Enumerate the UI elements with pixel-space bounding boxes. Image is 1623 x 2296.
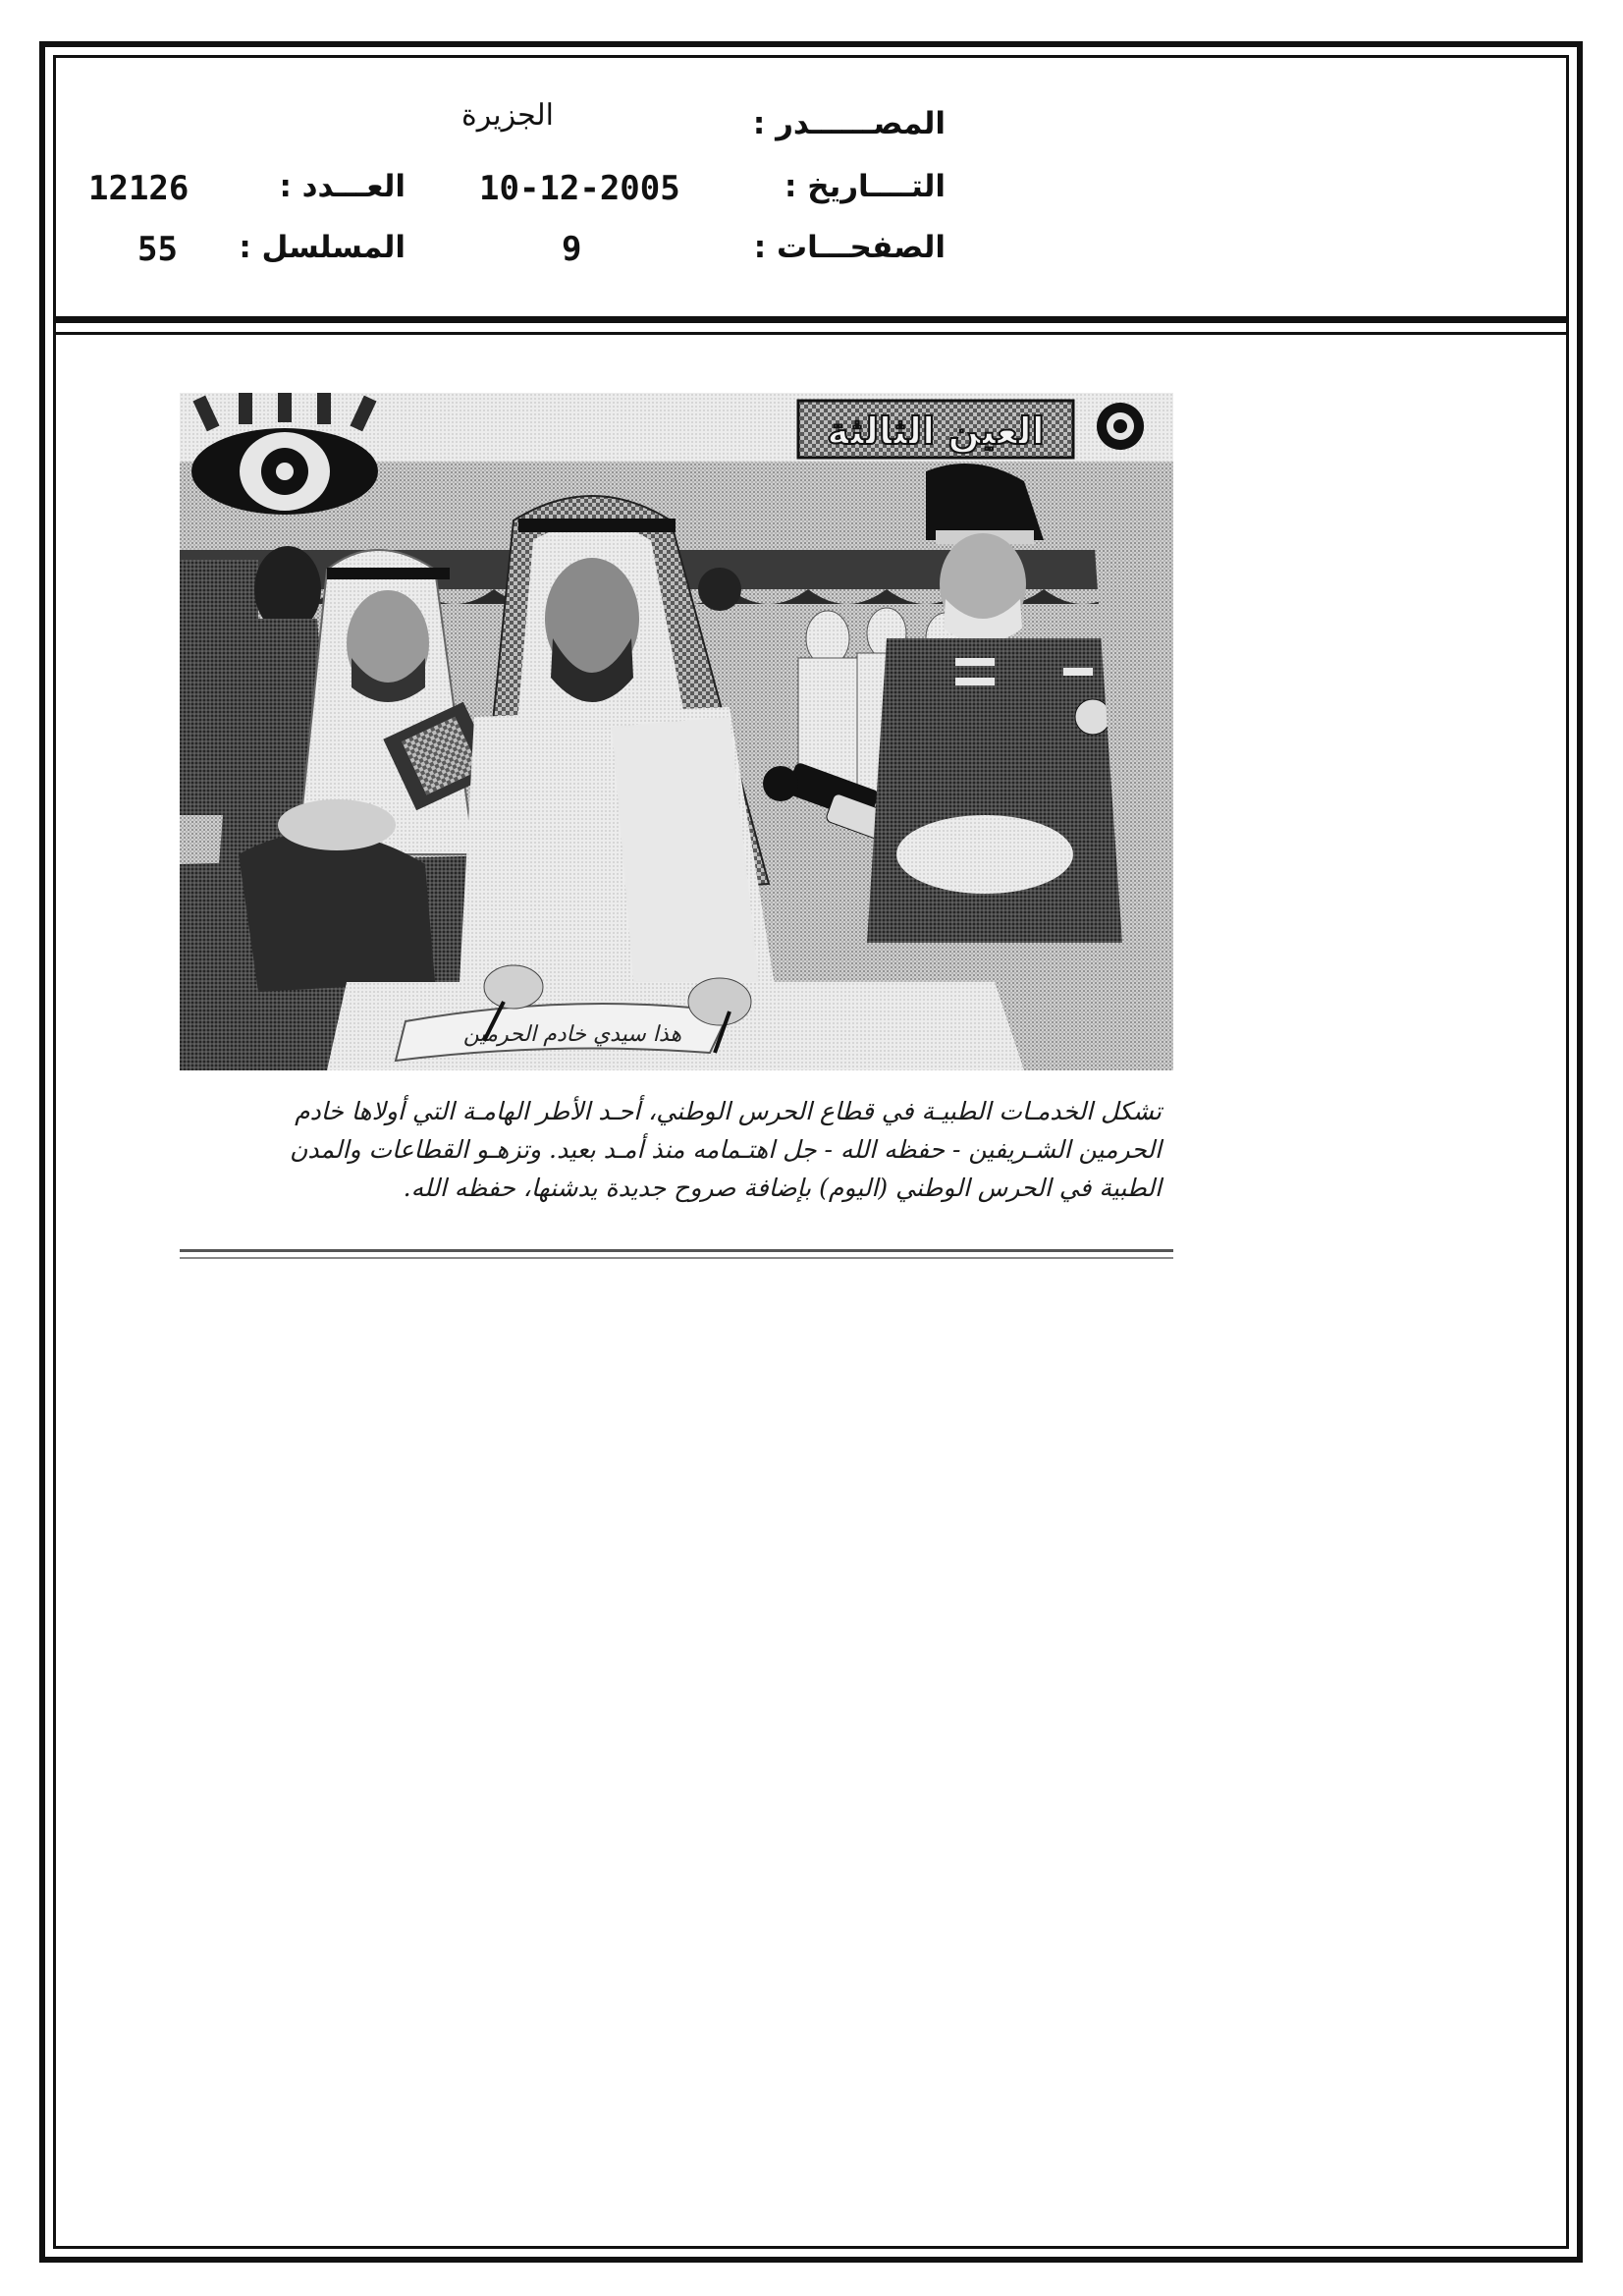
- pages-label: الصفحـــات :: [753, 230, 946, 265]
- source-value: الجزيرة: [461, 98, 555, 133]
- source-label: المصــــــدر :: [752, 106, 946, 141]
- banner-title: العين الثالثة: [827, 410, 1045, 453]
- pages-value: 9: [562, 230, 582, 269]
- caption-line-1: تشكل الخدمـات الطبيـة في قطاع الحرس الوطني، أحـد الأطر الهامـة التي أولاها خادم: [295, 1097, 1162, 1125]
- header-separator-thin: [53, 332, 1569, 335]
- document-script: هذا سيدي خادم الحرمين: [462, 1022, 682, 1047]
- newspaper-clipping: [180, 393, 1173, 1274]
- clipping-bottom-rule-thin: [180, 1257, 1173, 1259]
- header-separator-thick: [53, 316, 1569, 323]
- issue-label: العـــدد :: [279, 169, 406, 204]
- banner-title-box: [798, 401, 1073, 458]
- clipping-bottom-rule: [180, 1249, 1173, 1252]
- news-photo: [180, 393, 1173, 1070]
- issue-value: 12126: [88, 169, 189, 208]
- photo-caption: [180, 1092, 1162, 1207]
- date-label: التــــاريخ :: [784, 169, 946, 204]
- serial-value: 55: [137, 230, 178, 269]
- serial-label: المسلسل :: [239, 230, 406, 265]
- caption-line-2: الحرمين الشـريفين - حفظه الله - جل اهتـمامه منذ أمـد بعيد. وتزهـو القطاعات والمدن: [289, 1135, 1162, 1164]
- eye-logo-icon: [191, 428, 378, 515]
- caption-line-3: الطبية في الحرس الوطني (اليوم) بإضافة صروح جديدة يدشنها، حفظه الله.: [403, 1174, 1162, 1202]
- banner-circle-icon: [1097, 403, 1144, 450]
- date-value: 10-12-2005: [479, 169, 680, 208]
